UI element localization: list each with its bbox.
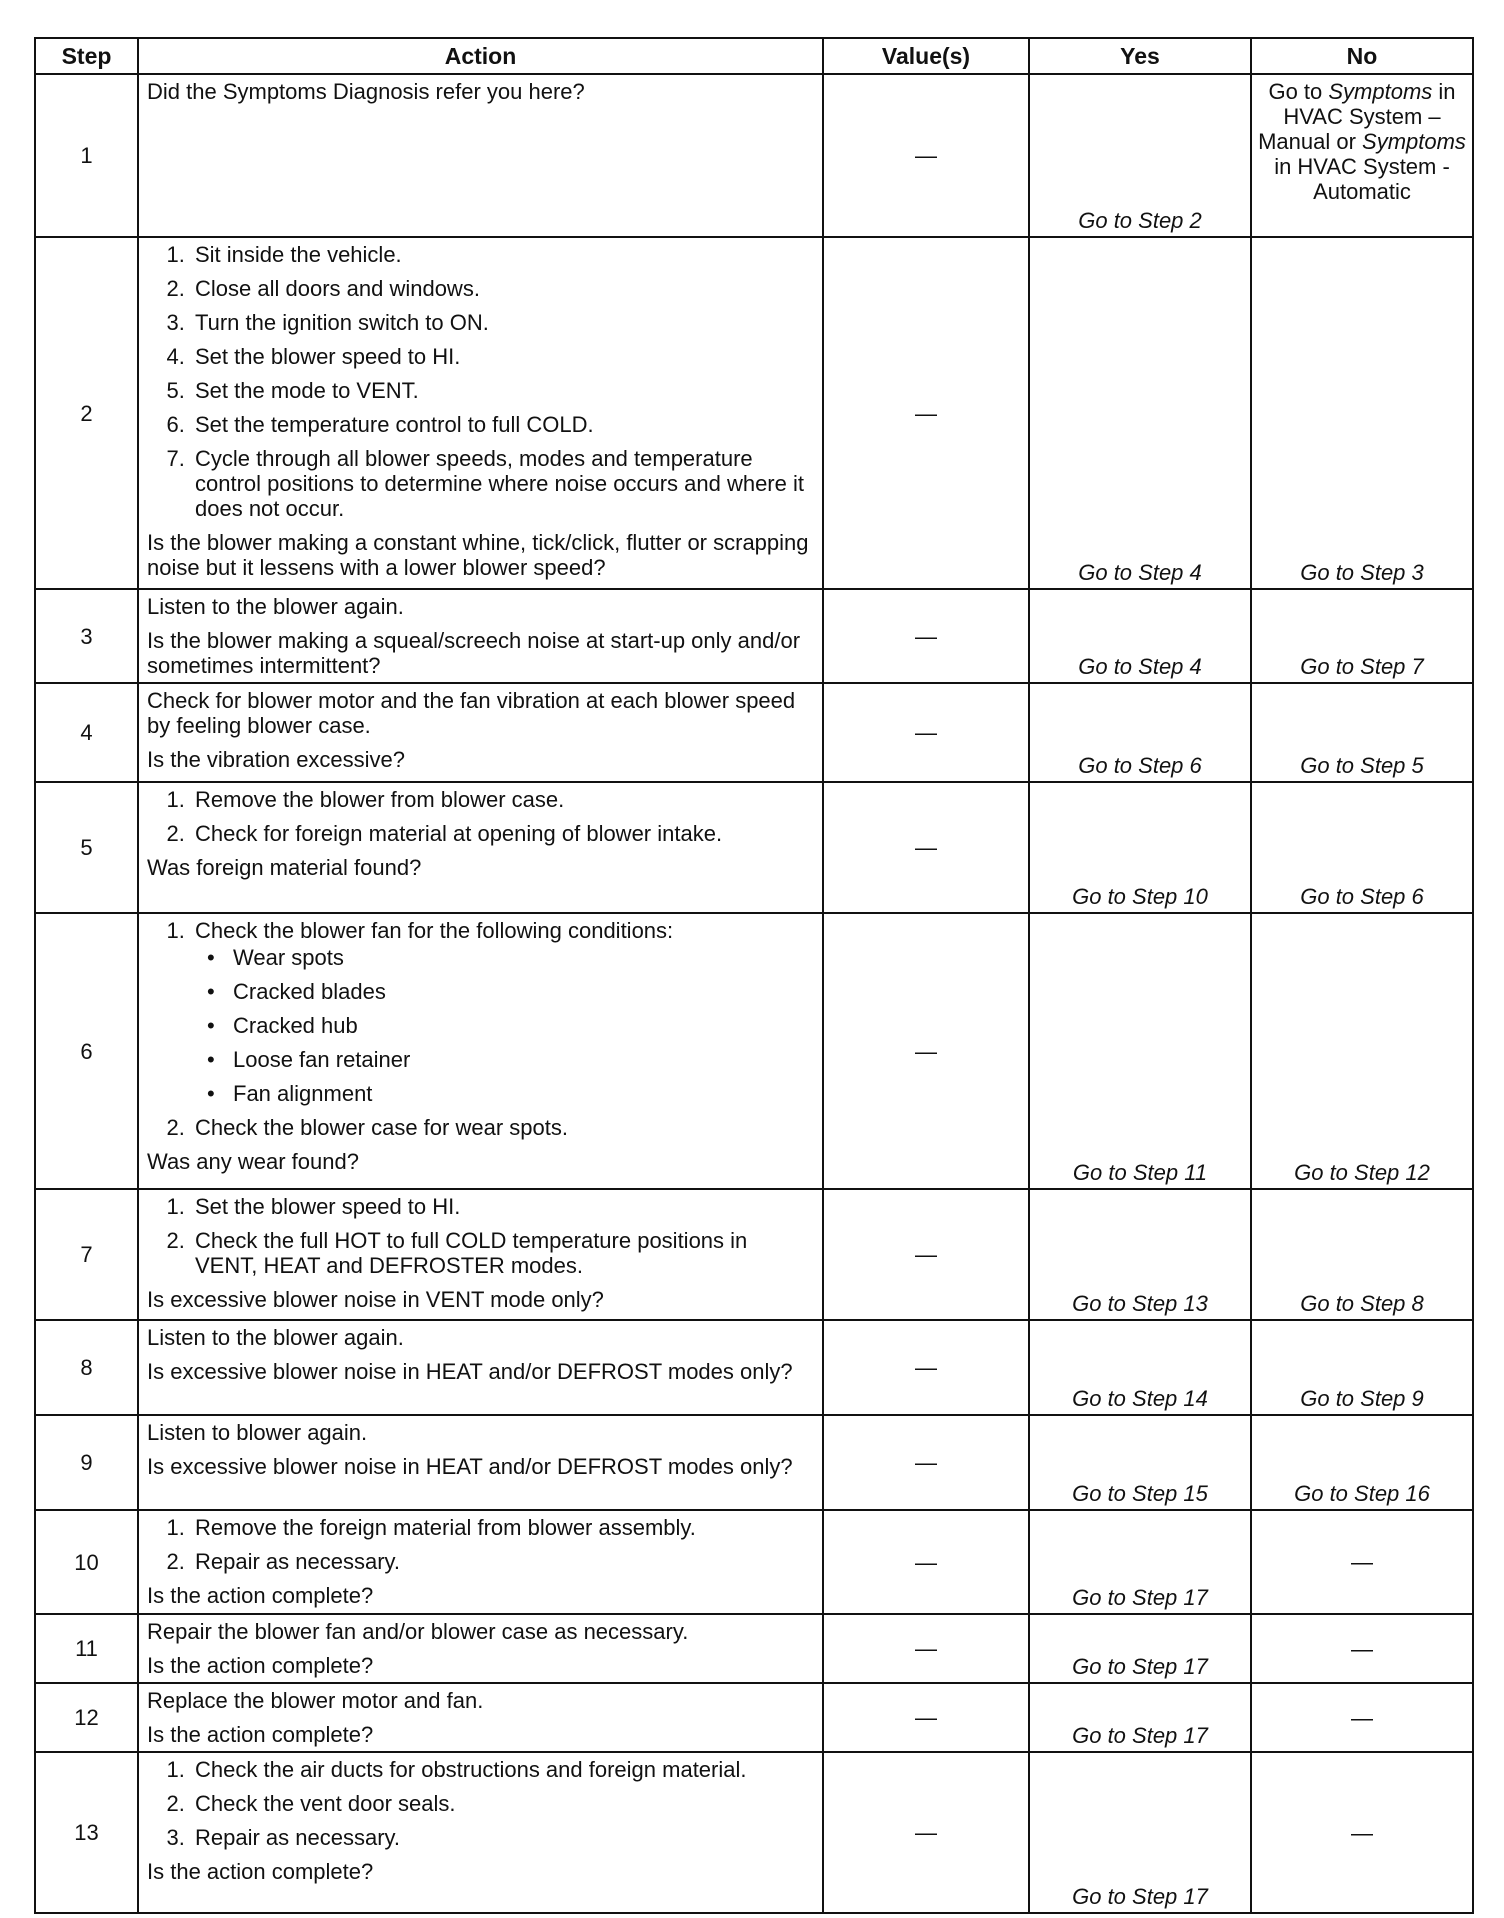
header-yes: Yes: [1029, 38, 1251, 74]
no-result: Go to Step 3: [1300, 560, 1424, 585]
yes-result: Go to Step 4: [1078, 654, 1202, 679]
action-step: 5. Set the mode to VENT.: [191, 378, 814, 403]
action-step: 1. Check the air ducts for obstructions and foreign material.: [191, 1757, 814, 1782]
action-steps: [147, 1194, 814, 1278]
yes-cell: [1029, 683, 1251, 782]
value-cell: —: [823, 589, 1029, 683]
step-number: 7: [35, 1189, 138, 1320]
value-cell: —: [823, 1415, 1029, 1510]
action-step: 2. Close all doors and windows.: [191, 276, 814, 301]
action-cell: [138, 683, 823, 782]
no-cell: [1251, 913, 1473, 1189]
table-row: [35, 1415, 1473, 1510]
step-number: 10: [35, 1510, 138, 1614]
value-cell: —: [823, 1683, 1029, 1752]
action-step: 1. Remove the foreign material from blower assembly.: [191, 1515, 814, 1540]
yes-result: Go to Step 4: [1078, 560, 1202, 585]
step-number: 4: [35, 683, 138, 782]
no-cell: [1251, 1415, 1473, 1510]
step-number: 9: [35, 1415, 138, 1510]
action-text: Replace the blower motor and fan.: [147, 1688, 484, 1713]
step-number: 12: [35, 1683, 138, 1752]
yes-result: Go to Step 17: [1072, 1723, 1208, 1748]
value-cell: —: [823, 74, 1029, 237]
yes-result: Go to Step 2: [1078, 208, 1202, 233]
no-result: [1252, 75, 1472, 208]
step-number: 5: [35, 782, 138, 913]
no-result: Go to Step 9: [1300, 1386, 1424, 1411]
action-cell: [138, 237, 823, 589]
action-step: 6. Set the temperature control to full COLD.: [191, 412, 814, 437]
no-result: Go to Step 12: [1294, 1160, 1430, 1185]
condition-item: • Cracked blades: [229, 979, 814, 1004]
no-result: Go to Step 5: [1300, 753, 1424, 778]
yes-cell: [1029, 1614, 1251, 1683]
no-cell: [1251, 1752, 1473, 1913]
no-text-part: in HVAC System – Manual or: [1258, 79, 1456, 154]
header-values: Value(s): [823, 38, 1029, 74]
action-step: 2. Check for foreign material at opening of blower intake.: [191, 821, 814, 846]
action-cell: [138, 1320, 823, 1415]
symptoms-ref: Symptoms: [1328, 79, 1433, 104]
step-number: 2: [35, 237, 138, 589]
no-result: Go to Step 8: [1300, 1291, 1424, 1316]
table-row: [35, 1320, 1473, 1415]
yes-cell: [1029, 589, 1251, 683]
action-step: 1. Remove the blower from blower case.: [191, 787, 814, 812]
action-question: Is excessive blower noise in HEAT and/or DEFROST modes only?: [147, 1454, 793, 1479]
value-cell: —: [823, 1189, 1029, 1320]
table-row: [35, 1614, 1473, 1683]
yes-cell: [1029, 913, 1251, 1189]
step-number: 13: [35, 1752, 138, 1913]
action-question: Is the action complete?: [147, 1859, 374, 1884]
action-cell: [138, 1614, 823, 1683]
action-steps: [147, 787, 814, 846]
yes-cell: [1029, 1752, 1251, 1913]
table-row: [35, 1189, 1473, 1320]
yes-cell: [1029, 1510, 1251, 1614]
yes-result: Go to Step 11: [1072, 1160, 1208, 1185]
action-question: Is the blower making a constant whine, tick/click, flutter or scrapping noise but it lessens with a lower blower speed?: [147, 530, 809, 580]
yes-cell: [1029, 1189, 1251, 1320]
action-step: 1. Set the blower speed to HI.: [191, 1194, 814, 1219]
header-step: Step: [35, 38, 138, 74]
action-cell: [138, 1189, 823, 1320]
step-number: 1: [35, 74, 138, 237]
action-cell: [138, 913, 823, 1189]
table-row: [35, 913, 1473, 1189]
no-dash: —: [1351, 1636, 1373, 1661]
no-cell: [1251, 1510, 1473, 1614]
table-row: [35, 589, 1473, 683]
action-steps: [147, 1515, 814, 1574]
no-cell: [1251, 683, 1473, 782]
condition-item: • Cracked hub: [229, 1013, 814, 1038]
action-steps: [147, 1757, 814, 1850]
no-cell: [1251, 1683, 1473, 1752]
yes-result: Go to Step 17: [1072, 1884, 1208, 1909]
yes-cell: [1029, 1683, 1251, 1752]
no-cell: [1251, 1189, 1473, 1320]
value-cell: —: [823, 1752, 1029, 1913]
table-row: [35, 782, 1473, 913]
action-step: 1. Sit inside the vehicle.: [191, 242, 814, 267]
no-text-part: in HVAC System - Automatic: [1274, 154, 1450, 204]
table-row: [35, 237, 1473, 589]
no-cell: [1251, 1614, 1473, 1683]
no-result: Go to Step 16: [1294, 1481, 1430, 1506]
step-number: 6: [35, 913, 138, 1189]
action-question: Is the action complete?: [147, 1583, 374, 1608]
action-question: Was foreign material found?: [147, 855, 422, 880]
no-dash: —: [1351, 1705, 1373, 1730]
table-row: [35, 1683, 1473, 1752]
table-row: [35, 74, 1473, 237]
yes-result: Go to Step 13: [1072, 1291, 1208, 1316]
action-text: Repair the blower fan and/or blower case as necessary.: [147, 1619, 689, 1644]
diagnostic-table: [34, 37, 1474, 1914]
action-text: Listen to the blower again.: [147, 1325, 404, 1350]
action-question: Is excessive blower noise in HEAT and/or DEFROST modes only?: [147, 1359, 793, 1384]
step-number: 8: [35, 1320, 138, 1415]
action-question: Is excessive blower noise in VENT mode only?: [147, 1287, 604, 1312]
step-number: 11: [35, 1614, 138, 1683]
yes-result: Go to Step 10: [1072, 884, 1208, 909]
action-steps: [147, 918, 814, 1140]
action-step: 2. Check the vent door seals.: [191, 1791, 814, 1816]
action-question: Is the blower making a squeal/screech noise at start-up only and/or sometimes intermittent?: [147, 628, 801, 678]
action-cell: [138, 1752, 823, 1913]
step-number: 3: [35, 589, 138, 683]
value-cell: —: [823, 913, 1029, 1189]
action-text: Listen to blower again.: [147, 1420, 368, 1445]
no-cell: [1251, 782, 1473, 913]
condition-item: • Fan alignment: [229, 1081, 814, 1106]
action-step-text: Check the blower fan for the following conditions:: [195, 918, 674, 943]
no-dash: —: [1351, 1549, 1373, 1575]
value-cell: —: [823, 1320, 1029, 1415]
yes-cell: [1029, 782, 1251, 913]
action-question: Is the vibration excessive?: [147, 747, 406, 772]
yes-cell: [1029, 237, 1251, 589]
no-cell: [1251, 1320, 1473, 1415]
action-step: 2. Check the full HOT to full COLD temperature positions in VENT, HEAT and DEFROSTER modes.: [191, 1228, 814, 1278]
no-cell: [1251, 589, 1473, 683]
no-result: Go to Step 6: [1300, 884, 1424, 909]
condition-item: • Wear spots: [229, 945, 814, 970]
value-cell: —: [823, 237, 1029, 589]
yes-result: Go to Step 14: [1072, 1386, 1208, 1411]
symptoms-ref: Symptoms: [1362, 129, 1466, 154]
action-question: Did the Symptoms Diagnosis refer you here?: [147, 79, 585, 104]
value-cell: —: [823, 1510, 1029, 1614]
action-steps: [147, 242, 814, 521]
action-step: 4. Set the blower speed to HI.: [191, 344, 814, 369]
no-cell: [1251, 74, 1473, 237]
no-dash: —: [1351, 1820, 1373, 1845]
yes-cell: [1029, 1320, 1251, 1415]
value-cell: —: [823, 782, 1029, 913]
action-step: 2. Check the blower case for wear spots.: [191, 1115, 814, 1140]
action-text: Check for blower motor and the fan vibration at each blower speed by feeling blower case.: [147, 688, 796, 738]
yes-result: Go to Step 15: [1072, 1481, 1208, 1506]
condition-list: [195, 945, 814, 1106]
header-row: [35, 38, 1473, 74]
action-step: 7. Cycle through all blower speeds, modes and temperature control positions to determine where noise occurs and where it does not occur.: [191, 446, 814, 521]
action-cell: [138, 1510, 823, 1614]
yes-cell: [1029, 74, 1251, 237]
action-question: Is the action complete?: [147, 1722, 374, 1747]
no-text-part: Go to: [1268, 79, 1329, 104]
action-step: 3. Turn the ignition switch to ON.: [191, 310, 814, 335]
action-text: Listen to the blower again.: [147, 594, 404, 619]
action-cell: [138, 1415, 823, 1510]
diagnostic-table-page: [34, 37, 1472, 1914]
action-question: Was any wear found?: [147, 1149, 359, 1174]
action-cell: [138, 589, 823, 683]
action-step: 3. Repair as necessary.: [191, 1825, 814, 1850]
value-cell: —: [823, 1614, 1029, 1683]
condition-item: • Loose fan retainer: [229, 1047, 814, 1072]
no-cell: [1251, 237, 1473, 589]
yes-result: Go to Step 17: [1072, 1585, 1208, 1610]
action-step: 2. Repair as necessary.: [191, 1549, 814, 1574]
yes-result: Go to Step 6: [1078, 753, 1202, 778]
value-cell: —: [823, 683, 1029, 782]
action-question: Is the action complete?: [147, 1653, 374, 1678]
header-no: No: [1251, 38, 1473, 74]
table-row: [35, 1510, 1473, 1614]
yes-cell: [1029, 1415, 1251, 1510]
no-result: Go to Step 7: [1300, 654, 1424, 679]
action-cell: [138, 74, 823, 237]
action-cell: [138, 782, 823, 913]
header-action: Action: [138, 38, 823, 74]
table-row: [35, 683, 1473, 782]
action-step: [191, 918, 814, 1106]
action-cell: [138, 1683, 823, 1752]
yes-result: Go to Step 17: [1072, 1654, 1208, 1679]
table-row: [35, 1752, 1473, 1913]
